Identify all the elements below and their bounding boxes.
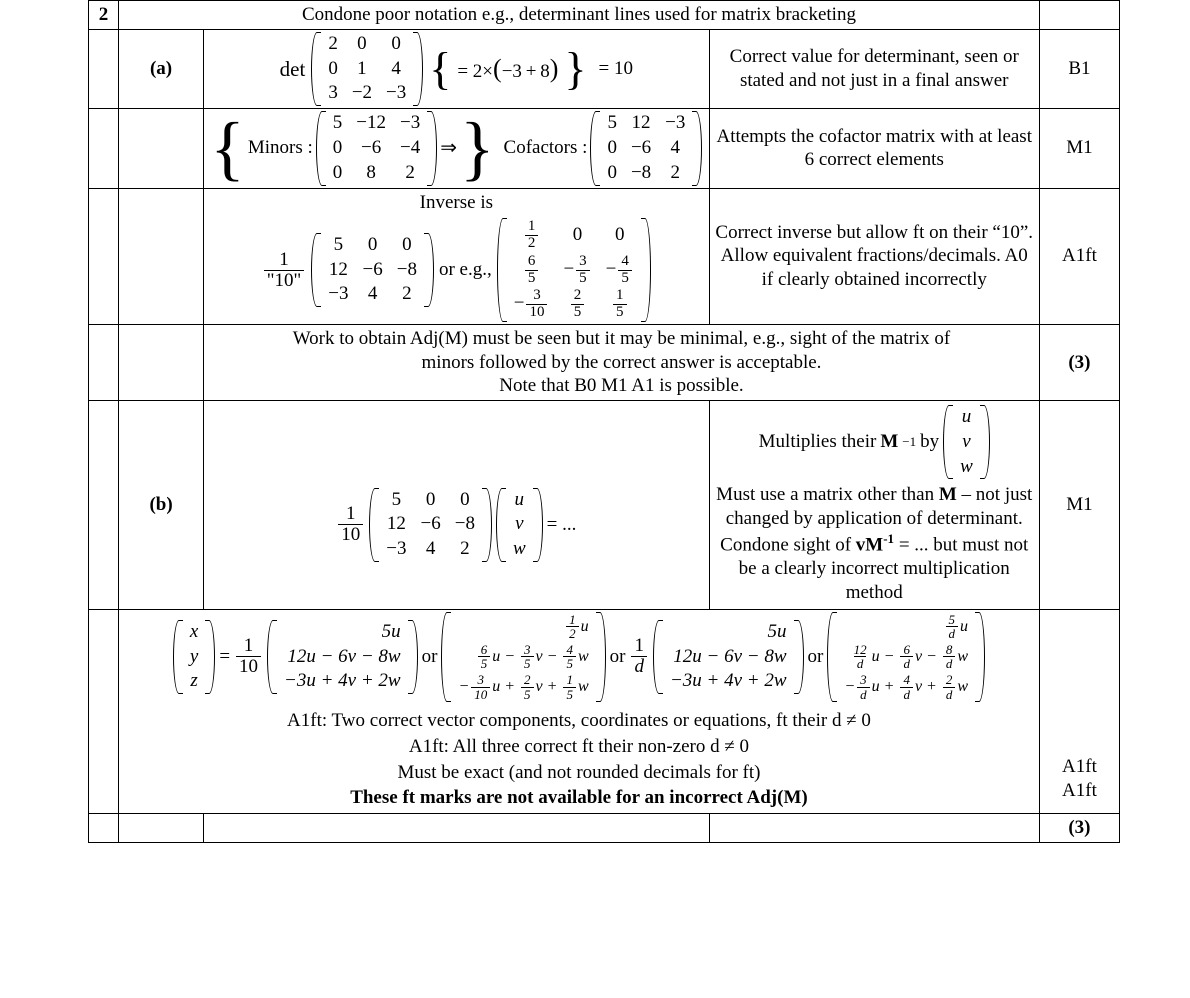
b2-note-2: A1ft: All three correct ft their non-zero d ≠ 0 (408, 735, 750, 757)
b2-option-4: $\frac{5}{d}$ u $\frac{12}{d}$ u − $\frac{6}{d}$ v − $\frac{8}{d}$ w − $\frac{3}{d}$ u + $\frac{4}{d}$ v + $\frac{2}{d}$ w (827, 612, 985, 703)
b2-note-4: These ft marks are not available for an incorrect Adj(M) (350, 787, 808, 809)
question-number: 2 (89, 1, 119, 30)
b2-or-1: or (421, 646, 438, 668)
mark-b2-first: A1ft (1062, 756, 1097, 778)
b2-option-1: 5u 12u − 6v − 8w −3u + 4v + 2w (267, 620, 418, 694)
blank-work-bfoot (204, 813, 709, 842)
notes-b1-line2: Must use a matrix other than M – not just changed by application of determinant. Condone sight of $vM^{-1}$ = ... but must not be a clearly incorrect multiplication method (716, 484, 1033, 603)
notes-b1 (709, 401, 1039, 609)
b2-note-3: Must be exact (and not rounded decimals for ft) (397, 761, 761, 783)
b2-equals: = (219, 646, 231, 668)
blank-q-a3 (89, 188, 119, 324)
blank-part-afoot (119, 324, 204, 400)
work-a1 (204, 29, 709, 108)
blank-q-b1 (89, 401, 119, 609)
b2-scalar-1: $\frac{1}{10}$ (236, 636, 261, 677)
part-label-b: (b) (119, 401, 204, 609)
work-a3 (204, 188, 709, 324)
table-row-a1 (89, 29, 1120, 108)
blank-q-b2 (89, 609, 119, 813)
mark-a2: M1 (1039, 109, 1119, 188)
inverse-or-text: or e.g., (438, 259, 492, 281)
mark-a3: A1ft (1039, 188, 1119, 324)
mark-scheme-table (88, 0, 1120, 843)
mark-scheme-sheet (88, 0, 1120, 843)
inverse-matrix: 5 0 0 12 −6 −8 −3 4 2 (311, 233, 434, 307)
right-curly-brace: } (564, 42, 587, 94)
b-uvw-vector: u v w (496, 488, 543, 562)
question-header-mark (1039, 1, 1119, 30)
mark-b-total: (3) (1039, 813, 1119, 842)
b2-note-1: A1ft: Two correct vector components, coordinates or equations, ft their d ≠ 0 (287, 710, 871, 732)
blank-notes-bfoot (709, 813, 1039, 842)
notes-b1-sup: −1 (902, 434, 917, 450)
cofactors-label: Cofactors : (503, 137, 588, 159)
work-b1 (204, 401, 709, 609)
det-label: det (279, 56, 306, 81)
notes-b1-post: by (920, 431, 940, 453)
minors-label: Minors : (247, 137, 313, 159)
mark-b1: M1 (1039, 401, 1119, 609)
blank-q-a2 (89, 109, 119, 188)
inverse-scalar: $\frac{1}{"10"}$ (264, 250, 305, 291)
work-b2 (119, 609, 1040, 813)
blank-q-a1 (89, 29, 119, 108)
b-scalar: $\frac{1}{10}$ (338, 504, 363, 545)
table-row-a2 (89, 109, 1120, 188)
blank-q-bfoot (89, 813, 119, 842)
left-curly-brace: { (429, 42, 452, 94)
blank-part-a3 (119, 188, 204, 324)
table-row-a-footer (89, 324, 1120, 400)
det-result: = 10 (598, 58, 633, 80)
notes-b1-vector: u v w (943, 405, 990, 479)
blank-part-a2 (119, 109, 204, 188)
mark-b2-second: A1ft (1062, 780, 1097, 802)
question-header-note: Condone poor notation e.g., determinant lines used for matrix bracketing (119, 1, 1040, 30)
determinant-matrix: 2 0 0 0 1 4 3 −2 −3 (311, 32, 423, 106)
b2-scalar-3: $\frac{1}{d}$ (631, 636, 647, 677)
mark-a-total: (3) (1039, 324, 1119, 400)
table-row-b2 (89, 609, 1120, 813)
part-label-a: (a) (119, 29, 204, 108)
b2-or-3: or (807, 646, 824, 668)
notes-b1-pre: Multiplies their (758, 431, 877, 453)
blank-part-bfoot (119, 813, 204, 842)
a-footer-line2: minors followed by the correct answer is acceptable. (421, 351, 822, 373)
notes-b1-line1 (716, 405, 1033, 479)
implies-arrow: ⇒ (440, 136, 457, 159)
table-row-b-footer (89, 813, 1120, 842)
b2-xyz-vector: x y z (173, 620, 215, 694)
notes-a3: Correct inverse but allow ft on their “10”. Allow equivalent fractions/decimals. A0 if clearly obtained incorrectly (709, 188, 1039, 324)
table-row-b1 (89, 401, 1120, 609)
inverse-caption: Inverse is (419, 191, 493, 213)
outer-left-brace: { (210, 107, 245, 188)
b-inverse-matrix: 5 0 0 12 −6 −8 −3 4 2 (369, 488, 492, 562)
b-equals: = ... (546, 513, 577, 535)
cofactors-matrix: 5 12 −3 0 −6 4 0 −8 2 (590, 111, 702, 185)
notes-b1-m: M (880, 431, 899, 453)
a-footer-line3: Note that B0 M1 A1 is possible. (499, 375, 744, 397)
b2-option-2: $\frac{1}{2}$ u $\frac{6}{5}$ u − $\frac{3}{5}$ v − $\frac{4}{5}$ w − $\frac{3}{10}$ u + $\frac{2}{5}$ v + $\frac{1}{5}$ w (441, 612, 605, 703)
table-row-question-header (89, 1, 1120, 30)
notes-a1: Correct value for determinant, seen or stated and not just in a final answer (709, 29, 1039, 108)
minors-matrix: 5 −12 −3 0 −6 −4 0 8 2 (316, 111, 437, 185)
mark-a1: B1 (1039, 29, 1119, 108)
b2-option-3: 5u 12u − 6v − 8w −3u + 4v + 2w (653, 620, 804, 694)
a-footer-notes (204, 324, 1040, 400)
notes-a2: Attempts the cofactor matrix with at least 6 correct elements (709, 109, 1039, 188)
outer-right-brace: } (459, 107, 495, 188)
blank-q-afoot (89, 324, 119, 400)
work-a2 (204, 109, 709, 188)
inverse-fraction-matrix: $\frac{1}{2}$ 0 0 $\frac{6}{5}$ − $\frac{3}{5}$ − $\frac{4}{5}$ − $\frac{3}{10}$ $\frac{2}{5}$ $\frac{1}{5}$ (497, 218, 651, 322)
table-row-a3 (89, 188, 1120, 324)
b2-or-2: or (609, 646, 626, 668)
a-footer-line1: Work to obtain Adj(M) must be seen but it may be minimal, e.g., sight of the matrix of (292, 327, 951, 349)
mark-b2 (1039, 609, 1119, 813)
det-working: = 2×(−3 + 8) (457, 53, 559, 83)
